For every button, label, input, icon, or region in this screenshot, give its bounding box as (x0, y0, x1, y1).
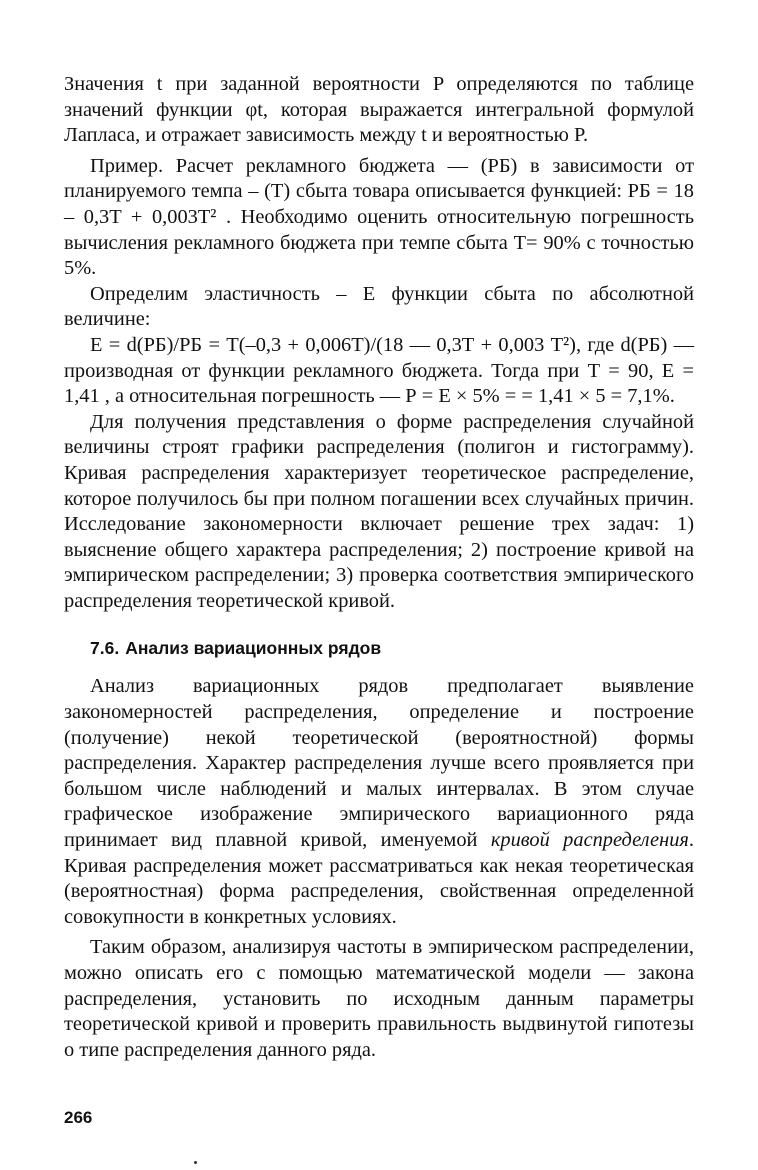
paragraph-laplace: Значения t при заданной вероятности P определяются по таблице значений функции φt, которая выражается интегральной формулой Лапласа, и отражает зависимость между t и вероятностью P. (64, 73, 694, 147)
paragraph-distribution-curve: Для получения представления о форме распределения случайной величины строят графики распределения (полигон и гистограмму). Кривая распределения характеризует теоретическое распределение, которое получилось бы при полном погашении всех случайных причин. Исследование закономерности включает решение трех задач: 1) выяснение общего характера распределения; 2) построение кривой на эмпирическом распределении; 3) проверка соответствия эмпирического распределения теоретической кривой. (64, 410, 694, 612)
paragraph-example: Пример. Расчет рекламного бюджета — (РБ) в зависимости от планируемого темпа – (Т) сбыта товара описывается функцией: РБ = 18 – 0,3T + 0,003T² . Необходимо оценить относительную погрешность вычисления рекламного бюджета при темпе сбыта Т= 90% с точностью 5%. (64, 154, 694, 280)
paragraph-elasticity-intro: Определим эластичность – Е функции сбыта по абсолютной величине: (64, 282, 694, 331)
page-number: 266 (64, 1108, 93, 1127)
paragraph-conclusion: Таким образом, анализируя частоты в эмпирическом распределении, можно описать его с помощью математической модели — закона распределения, установить по исходным данным параметры теоретической кривой и проверить правильность выдвинутой гипотезы о типе распределения данного ряда. (64, 936, 694, 1061)
paragraph-elasticity-formula: Е = d(РБ)/РБ = Т(–0,3 + 0,006Т)/(18 — 0,3Т + 0,003 Т²), где d(РБ) — производная от функции рекламного бюджета. Тогда при Т = 90, Е = 1,41 , а относительная погрешность — Р = Е × 5% = = 1,41 × 5 = 7,1%. (64, 333, 694, 408)
term-distribution-curve: кривой распределения (490, 829, 689, 852)
paragraph-variation-analysis-start: Анализ вариационных рядов предполагает выявление закономерностей распределения, определение и построение (получение) некой теоретической (вероятностной) формы распределения. Характер распределения лучше всего проявляется при большом числе наблюдений и малых интервалах. В этом случае графическое изображение эмпирического вариационного ряда принимает вид плавной кривой, именуемой (64, 675, 694, 852)
paragraph-variation-analysis-end: . Кривая распределения может рассматриваться как некая теоретическая (вероятностная) форма распределения, свойственная определенной совокупности в конкретных условиях. (64, 829, 695, 928)
scan-speck (194, 1161, 197, 1164)
page-body (64, 72, 694, 1063)
section-heading (90, 636, 694, 660)
paragraph-variation-analysis (64, 674, 694, 930)
section-title: Анализ вариационных рядов (125, 638, 382, 659)
section-number: 7.6. (90, 638, 120, 659)
